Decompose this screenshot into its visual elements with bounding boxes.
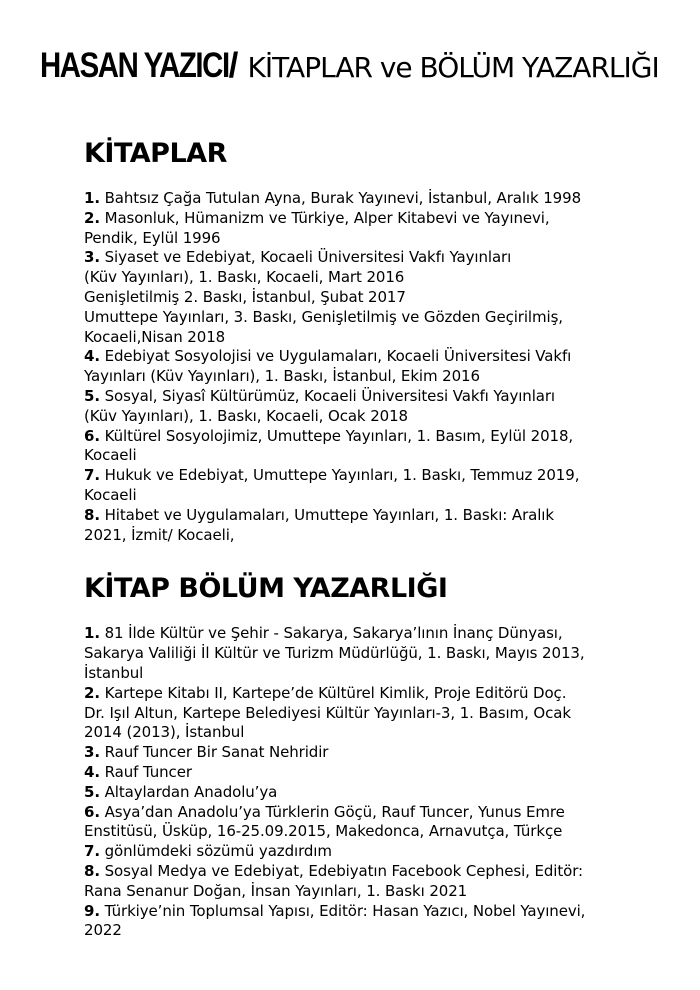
books-list <box>84 189 654 545</box>
list-item <box>84 783 654 803</box>
item-text: Altaylardan Anadolu’ya <box>104 782 278 801</box>
list-item <box>84 763 654 783</box>
item-text: Kocaeli <box>84 485 137 504</box>
list-item <box>84 684 654 743</box>
item-line <box>84 486 654 506</box>
item-text: Dr. Işıl Altun, Kartepe Belediyesi Kültür Yayınları-3, 1. Basım, Ocak <box>84 703 571 722</box>
item-number: 7. <box>84 466 100 485</box>
item-number: 7. <box>84 842 100 861</box>
item-line <box>84 347 654 367</box>
item-line <box>84 803 654 823</box>
item-text: Edebiyat Sosyolojisi ve Uygulamaları, Kocaeli Üniversitesi Vakfı <box>104 347 572 366</box>
item-line <box>84 328 654 348</box>
author-name: HASAN YAZICI <box>40 46 229 85</box>
item-number: 6. <box>84 802 100 821</box>
item-text: İstanbul <box>84 663 144 682</box>
item-text: 2022 <box>84 921 122 940</box>
list-item <box>84 209 654 249</box>
item-text: Yayınları (Küv Yayınları), 1. Baskı, İstanbul, Ekim 2016 <box>84 367 480 386</box>
list-item <box>84 466 654 506</box>
item-line <box>84 763 654 783</box>
item-text: Umuttepe Yayınları, 3. Baskı, Genişletilmiş ve Gözden Geçirilmiş, <box>84 307 563 326</box>
chapters-list <box>84 624 654 941</box>
item-number: 1. <box>84 189 100 207</box>
item-text: Sosyal Medya ve Edebiyat, Edebiyatın Facebook Cephesi, Editör: <box>104 861 583 880</box>
item-line <box>84 387 654 407</box>
item-line <box>84 288 654 308</box>
item-number: 3. <box>84 248 100 267</box>
list-item <box>84 862 654 902</box>
item-line <box>84 644 654 664</box>
list-item <box>84 189 654 209</box>
item-text: Bahtsız Çağa Tutulan Ayna, Burak Yayınevi, İstanbul, Aralık 1998 <box>104 189 582 207</box>
item-text: Masonluk, Hümanizm ve Türkiye, Alper Kitabevi ve Yayınevi, <box>104 208 550 227</box>
item-text: Rauf Tuncer Bir Sanat Nehridir <box>104 743 329 762</box>
item-line <box>84 526 654 546</box>
item-number: 1. <box>84 624 100 643</box>
list-item <box>84 842 654 862</box>
item-text: 2021, İzmit/ Kocaeli, <box>84 525 235 544</box>
item-line <box>84 367 654 387</box>
item-text: Siyaset ve Edebiyat, Kocaeli Üniversitesi Vakfı Yayınları <box>104 248 512 267</box>
item-line <box>84 466 654 486</box>
item-line <box>84 427 654 447</box>
item-line <box>84 664 654 684</box>
item-number: 6. <box>84 426 100 445</box>
list-item <box>84 743 654 763</box>
books-heading: KİTAPLAR <box>84 138 227 169</box>
item-text: Pendik, Eylül 1996 <box>84 228 221 247</box>
item-text: (Küv Yayınları), 1. Baskı, Kocaeli, Ocak 2018 <box>84 406 408 425</box>
list-item <box>84 347 654 387</box>
item-text: gönlümdeki sözümü yazdırdım <box>104 842 332 861</box>
item-line <box>84 704 654 724</box>
item-line <box>84 684 654 704</box>
item-line <box>84 842 654 862</box>
page-header <box>40 46 659 86</box>
item-line <box>84 506 654 526</box>
item-text: 2014 (2013), İstanbul <box>84 723 245 742</box>
list-item <box>84 624 654 683</box>
item-text: Kocaeli,Nisan 2018 <box>84 327 226 346</box>
item-line <box>84 921 654 941</box>
item-line <box>84 268 654 288</box>
item-line <box>84 248 654 268</box>
item-line <box>84 743 654 763</box>
item-number: 4. <box>84 762 100 781</box>
item-line <box>84 862 654 882</box>
item-text: Hitabet ve Uygulamaları, Umuttepe Yayınları, 1. Baskı: Aralık <box>104 505 554 524</box>
item-line <box>84 308 654 328</box>
item-text: 81 İlde Kültür ve Şehir - Sakarya, Sakarya’lının İnanç Dünyası, <box>104 624 563 643</box>
item-line <box>84 882 654 902</box>
item-line <box>84 229 654 249</box>
item-text: Enstitüsü, Üsküp, 16-25.09.2015, Makedonca, Arnavutça, Türkçe <box>84 822 563 841</box>
list-item <box>84 803 654 843</box>
item-line <box>84 189 654 209</box>
item-number: 5. <box>84 386 100 405</box>
header-slash: / <box>228 46 239 85</box>
item-number: 5. <box>84 782 100 801</box>
item-line <box>84 624 654 644</box>
item-text: Asya’dan Anadolu’ya Türklerin Göçü, Rauf Tuncer, Yunus Emre <box>104 802 565 821</box>
item-line <box>84 902 654 922</box>
document-body <box>84 128 654 941</box>
item-line <box>84 446 654 466</box>
item-number: 4. <box>84 347 100 366</box>
item-text: Rauf Tuncer <box>104 762 192 781</box>
item-line <box>84 822 654 842</box>
list-item <box>84 902 654 942</box>
item-text: Rana Senanur Doğan, İnsan Yayınları, 1. Baskı 2021 <box>84 881 468 900</box>
item-line <box>84 783 654 803</box>
item-text: Genişletilmiş 2. Baskı, İstanbul, Şubat 2017 <box>84 287 406 306</box>
item-number: 9. <box>84 901 100 920</box>
item-number: 8. <box>84 861 100 880</box>
item-line <box>84 407 654 427</box>
item-line <box>84 723 654 743</box>
list-item <box>84 248 654 347</box>
item-number: 3. <box>84 743 100 762</box>
item-text: Kültürel Sosyolojimiz, Umuttepe Yayınları, 1. Basım, Eylül 2018, <box>104 426 574 445</box>
item-text: Sakarya Valiliği İl Kültür ve Turizm Müdürlüğü, 1. Baskı, Mayıs 2013, <box>84 644 585 663</box>
item-number: 2. <box>84 208 100 227</box>
item-text: Türkiye’nin Toplumsal Yapısı, Editör: Hasan Yazıcı, Nobel Yayınevi, <box>104 901 586 920</box>
header-subtitle: KİTAPLAR ve BÖLÜM YAZARLIĞI <box>247 51 659 84</box>
item-number: 2. <box>84 683 100 702</box>
list-item <box>84 387 654 427</box>
item-text: Kocaeli <box>84 446 137 465</box>
item-text: Sosyal, Siyasî Kültürümüz, Kocaeli Üniversitesi Vakfı Yayınları <box>104 386 555 405</box>
chapters-heading: KİTAP BÖLÜM YAZARLIĞI <box>84 573 448 605</box>
item-text: (Küv Yayınları), 1. Baskı, Kocaeli, Mart 2016 <box>84 268 405 287</box>
item-text: Hukuk ve Edebiyat, Umuttepe Yayınları, 1. Baskı, Temmuz 2019, <box>104 466 580 485</box>
item-line <box>84 209 654 229</box>
item-text: Kartepe Kitabı II, Kartepe’de Kültürel Kimlik, Proje Editörü Doç. <box>104 683 567 702</box>
list-item <box>84 506 654 546</box>
list-item <box>84 427 654 467</box>
item-number: 8. <box>84 505 100 524</box>
